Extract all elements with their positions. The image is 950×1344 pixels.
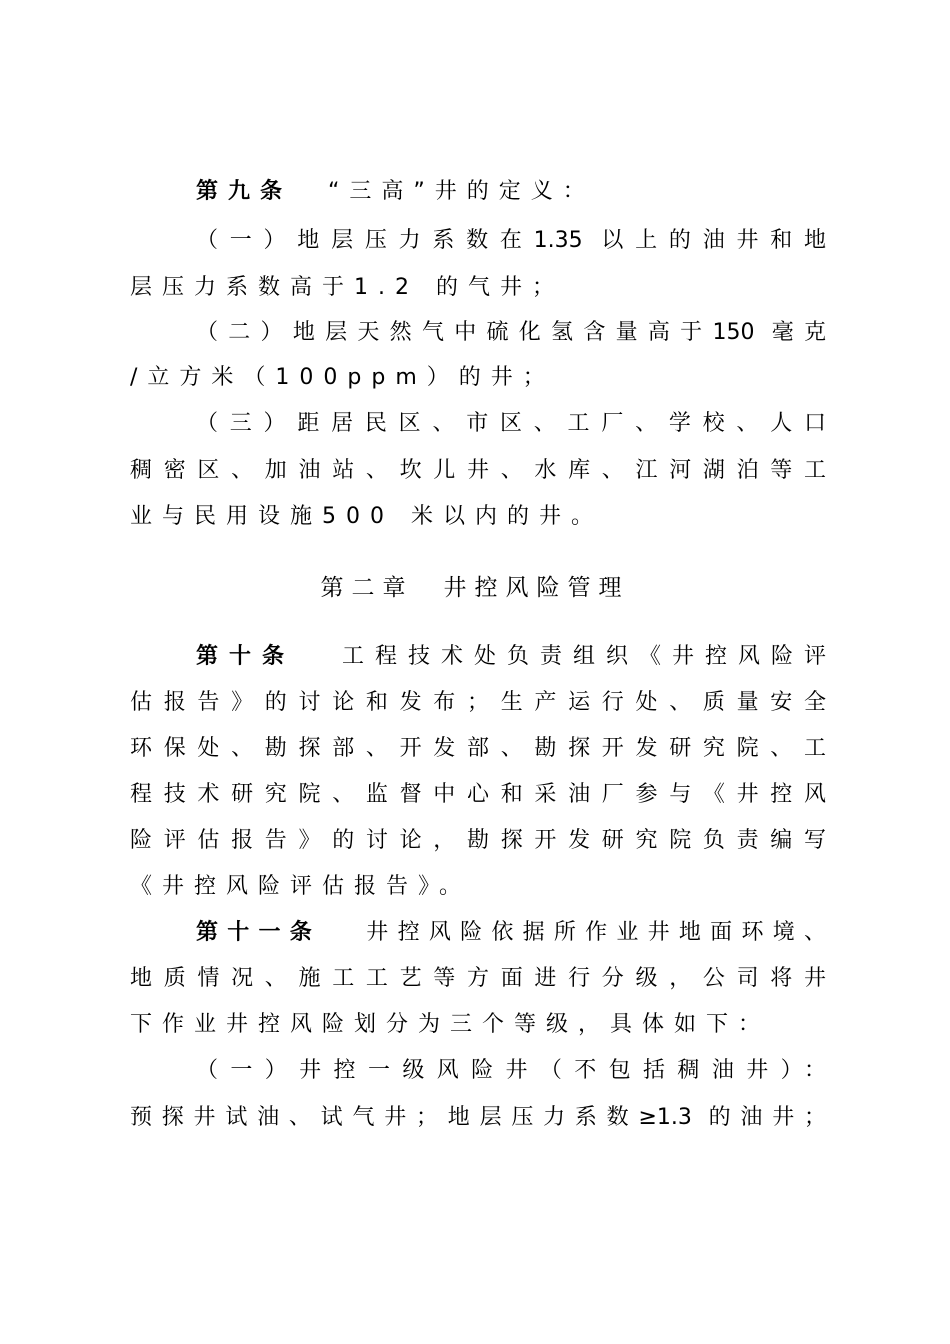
article-9-item-3-line-3: 业与民用设施500 米以内的井。 [130, 504, 603, 529]
article-9-item-1-line-1: （一）地层压力系数在1.35 以上的油井和地 [196, 228, 826, 253]
article-11-item-1-line-1: （一）井控一级风险井（不包括稠油井）： [196, 1058, 826, 1083]
article-10-line-5: 险评估报告》的讨论，勘探开发研究院负责编写 [130, 828, 826, 853]
article-11-line-2: 地质情况、施工工艺等方面进行分级，公司将井 [130, 966, 826, 991]
article-11-text-1: 井控风险依据所作业井地面环境、 [357, 920, 826, 945]
article-9-item-3-line-2: 稠密区、加油站、坎儿井、水库、江河湖泊等工 [130, 458, 826, 483]
article-11-line-1 [196, 911, 826, 955]
article-10-line-4: 程技术研究院、监督中心和采油厂参与《井控风 [130, 782, 826, 807]
article-10-line-3: 环保处、勘探部、开发部、勘探开发研究院、工 [130, 736, 826, 761]
article-10-line-2: 估报告》的讨论和发布；生产运行处、质量安全 [130, 690, 826, 715]
article-9-item-2-line-2: /立方米（100ppm）的井； [130, 365, 555, 390]
article-10-text-1: 工程技术处负责组织《井控风险评 [331, 644, 826, 669]
article-11-heading: 第十一条 [196, 920, 322, 945]
article-9-item-2-line-1: （二）地层天然气中硫化氢含量高于150 毫克 [196, 320, 826, 345]
chapter-number: 第二章 [320, 575, 414, 601]
article-9-title-line [196, 170, 826, 214]
chapter-heading [0, 566, 950, 610]
chapter-title: 井控风险管理 [443, 575, 630, 601]
article-10-line-6: 《井控风险评估报告》。 [130, 874, 472, 899]
article-9-item-1-line-2: 层压力系数高于1.2 的气井； [130, 275, 564, 300]
article-11-item-1-line-2: 预探井试油、试气井；地层压力系数≥1.3 的油井； [130, 1105, 826, 1130]
article-9-item-3-line-1: （三）距居民区、市区、工厂、学校、人口 [196, 411, 826, 436]
article-9-title: “三高”井的定义： [328, 179, 595, 204]
article-10-line-1 [196, 635, 826, 679]
article-11-line-3: 下作业井控风险划分为三个等级，具体如下： [130, 1012, 771, 1037]
article-9-heading: 第九条 [196, 179, 293, 204]
article-10-heading: 第十条 [196, 644, 295, 669]
